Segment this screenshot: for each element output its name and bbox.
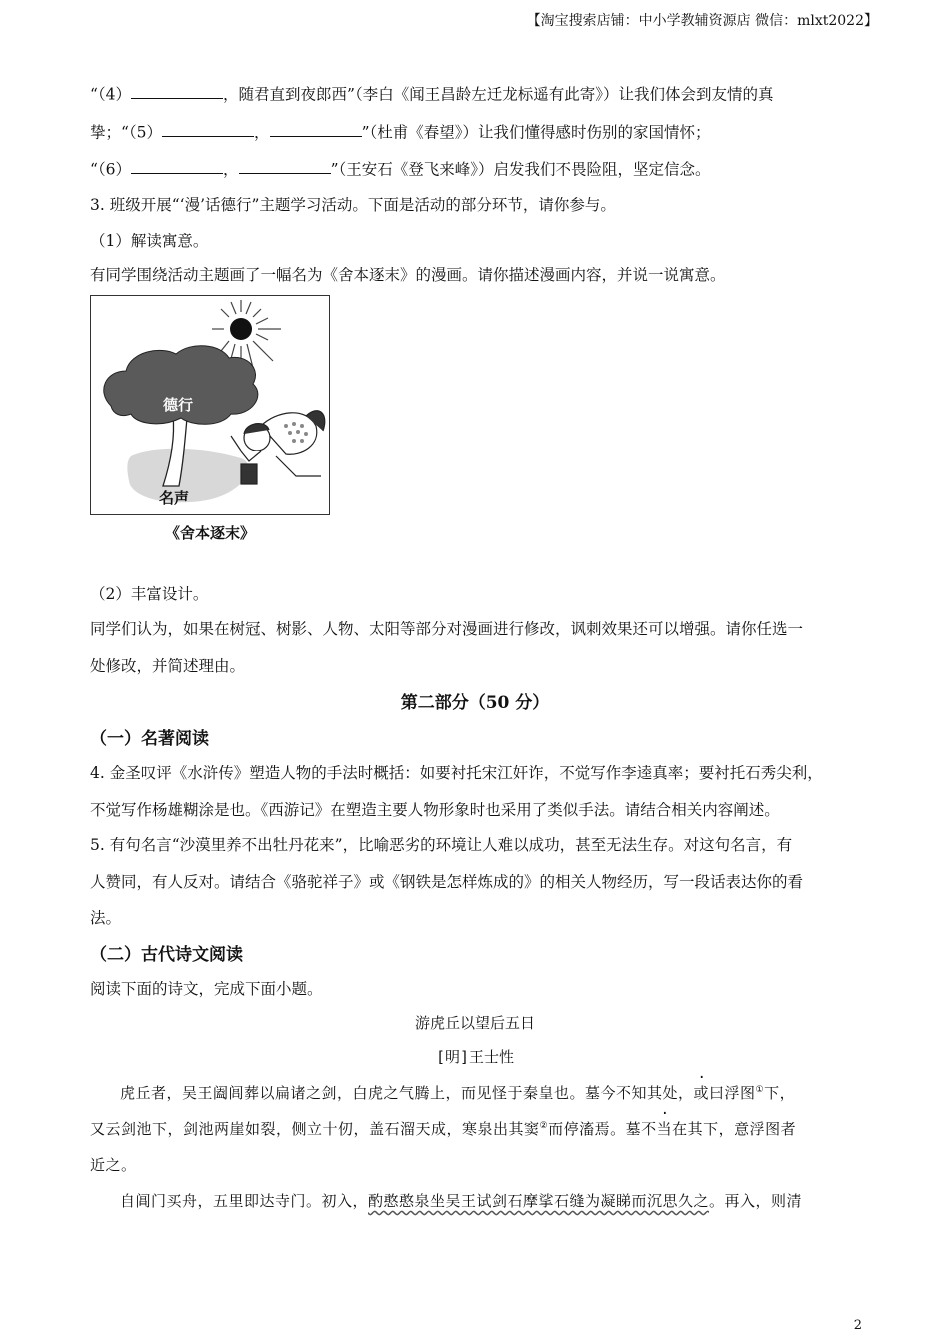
q2-line-3 <box>90 157 711 179</box>
passage-p1-line-1 <box>120 1082 795 1103</box>
footnote-mark: ② <box>539 1121 549 1131</box>
text: 在其下，意浮图者 <box>672 1120 797 1138</box>
answer-blank-5b[interactable] <box>270 120 362 137</box>
emphasis-char: 当 <box>656 1120 673 1138</box>
q5-line-3: 法。 <box>90 909 122 927</box>
page-number: 2 <box>853 1318 862 1333</box>
passage-author: [明]王士性 <box>435 1048 515 1066</box>
text: 下， <box>764 1084 796 1102</box>
footnote-mark: ① <box>755 1085 765 1095</box>
text: ”（王安石《登飞来峰》）启发我们不畏险阻，坚定信念。 <box>330 160 711 179</box>
tree-label: 德行 <box>163 396 194 414</box>
wavy-underlined-text: 酌憨憨泉坐吴王试剑石摩挲石缝为凝睇而沉思久之 <box>368 1192 710 1210</box>
section-2-intro: 阅读下面的诗文，完成下面小题。 <box>90 980 323 998</box>
passage-p1-line-3: 近之。 <box>90 1156 137 1174</box>
text: 虎丘者，吴王阖闾葬以扁诸之剑，白虎之气腾上，而见怪于秦皇也。墓今不知其处， <box>120 1084 694 1102</box>
passage-p2-line-1 <box>120 1190 802 1211</box>
q3-part2-title: （2）丰富设计。 <box>90 585 209 603</box>
text: ， <box>254 123 270 142</box>
shadow-label: 名声 <box>159 489 190 507</box>
answer-blank-4[interactable] <box>131 82 223 99</box>
text: “（4） <box>90 85 132 104</box>
section-1-title: （一）名著阅读 <box>90 729 209 749</box>
q3-part2-text-1: 同学们认为，如果在树冠、树影、人物、太阳等部分对漫画进行修改，讽刺效果还可以增强。请你任选一 <box>90 620 804 638</box>
q2-line-1 <box>90 82 773 104</box>
text: 曰浮图 <box>709 1084 756 1102</box>
text: 又云剑池下，剑池两崖如裂，侧立十仞，盖石溜天成，寒泉出其窦 <box>90 1120 540 1138</box>
q3-part1-title: （1）解读寓意。 <box>90 232 209 250</box>
q4-line-2: 不觉写作杨雄糊涂是也。《西游记》在塑造主要人物形象时也采用了类似手法。请结合相关内容阐述。 <box>90 801 780 819</box>
text: ， <box>223 160 239 179</box>
q5-line-1: 5. 有句名言“沙漠里养不出牡丹花来”，比喻恶劣的环境让人难以成功，甚至无法生存。对这句名言，有 <box>90 836 793 854</box>
passage-title: 游虎丘以望后五日 <box>414 1014 535 1032</box>
q3-part2-text-2: 处修改，并简述理由。 <box>90 657 246 675</box>
part2-title: 第二部分（50 分） <box>400 693 550 713</box>
text: ，随君直到夜郎西”（李白《闻王昌龄左迁龙标遥有此寄》）让我们体会到友情的真 <box>223 85 774 104</box>
person-figure <box>231 411 325 484</box>
text: 。再入，则清 <box>709 1192 803 1210</box>
text: 而停滀焉。墓不 <box>548 1120 657 1138</box>
section-2-title: （二）古代诗文阅读 <box>90 945 243 965</box>
answer-blank-6b[interactable] <box>239 157 331 174</box>
answer-blank-5a[interactable] <box>162 120 254 137</box>
cartoon-image <box>90 295 330 515</box>
answer-blank-6a[interactable] <box>131 157 223 174</box>
q3-intro: 3. 班级开展“‘漫’话德行”主题学习活动。下面是活动的部分环节，请你参与。 <box>90 196 616 214</box>
passage-p1-line-2 <box>90 1118 796 1139</box>
text: ”（杜甫《春望》）让我们懂得感时伤别的家国情怀； <box>361 123 711 142</box>
q4-line-1: 4. 金圣叹评《水浒传》塑造人物的手法时概括：如要衬托宋江奸诈，不觉写作李逵真率；要衬托石秀尖利， <box>90 764 823 782</box>
q5-line-2: 人赞同，有人反对。请结合《骆驼祥子》或《钢铁是怎样炼成的》的相关人物经历，写一段话表达你的看 <box>90 873 804 891</box>
cartoon-caption: 《舍本逐末》 <box>164 524 255 542</box>
text: 挚；“（5） <box>90 123 163 142</box>
q3-part1-text: 有同学围绕活动主题画了一幅名为《舍本逐末》的漫画。请你描述漫画内容，并说一说寓意。 <box>90 266 726 284</box>
emphasis-char: 或 <box>693 1084 710 1102</box>
page-header: 【淘宝搜索店铺：中小学教辅资源店 微信：mlxt2022】 <box>526 13 878 29</box>
q2-line-2 <box>90 120 711 142</box>
cartoon-drawing <box>91 296 329 514</box>
text: 自阊门买舟，五里即达寺门。初入， <box>120 1192 369 1210</box>
text: “（6） <box>90 160 132 179</box>
